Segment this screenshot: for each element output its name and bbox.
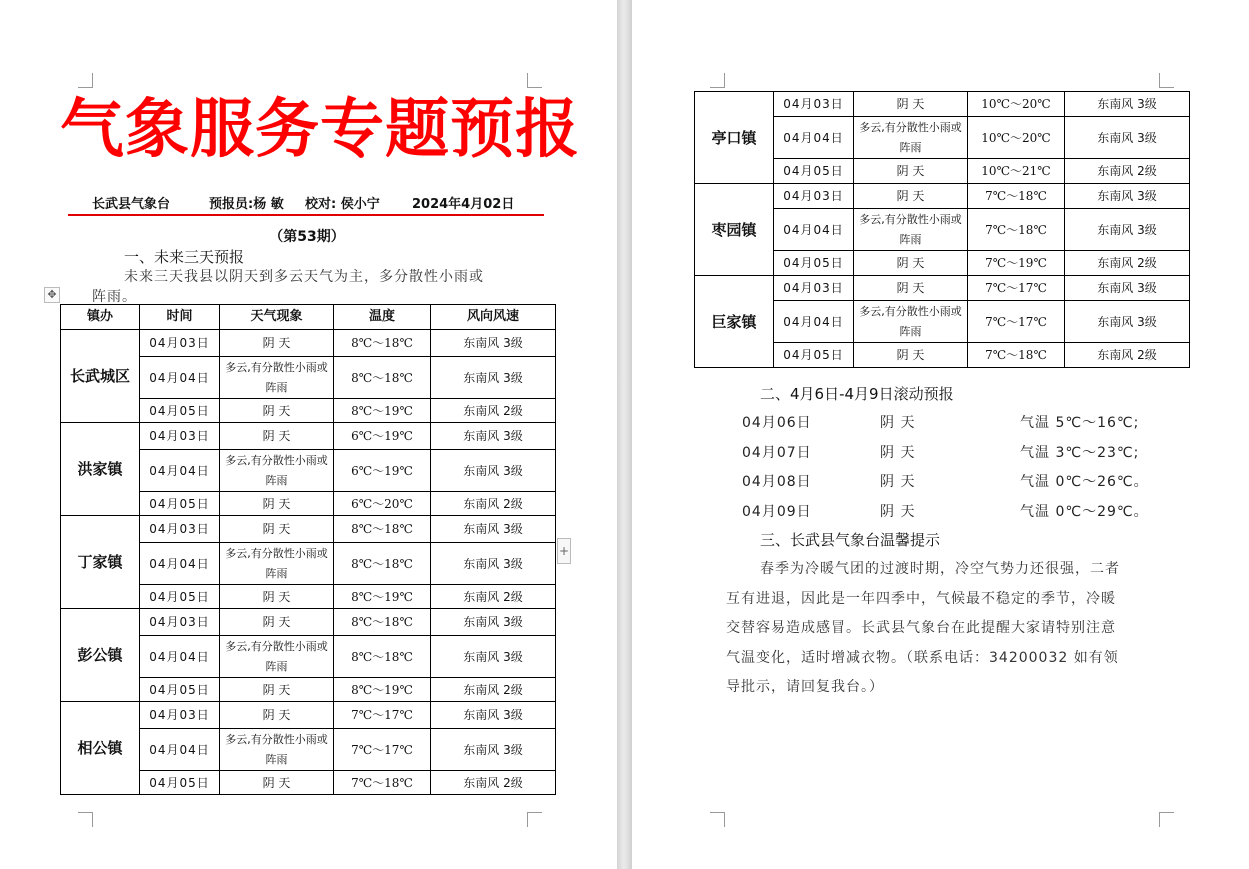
weather-cell: 阴 天 [220,609,334,636]
issue-date: 2024年4月02日 [412,197,515,212]
date-cell: 04月05日 [774,159,854,184]
temperature-cell: 7℃～19℃ [968,251,1065,276]
section2-heading: 二、4月6日-4月9日滚动预报 [760,385,954,403]
wind-cell: 东南风 3级 [431,423,556,450]
crop-mark [1159,812,1174,827]
table-row [695,276,1190,301]
wind-cell: 东南风 3级 [1065,117,1190,159]
move-icon[interactable]: ✥ [44,287,60,303]
temperature-cell: 10℃～21℃ [968,159,1065,184]
tips-line: 互有进退，因此是一年四季中，气候最不稳定的季节，冷暖 [726,590,1116,607]
wind-cell: 东南风 2级 [1065,251,1190,276]
weather-cell: 阴 天 [220,585,334,609]
wind-cell: 东南风 2级 [1065,343,1190,368]
table-row [61,702,556,729]
town-name: 洪家镇 [61,423,140,516]
temperature-cell: 6℃～19℃ [334,423,431,450]
tips-line: 春季为冷暖气团的过渡时期，冷空气势力还很强，二者 [760,561,1120,577]
wind-cell: 东南风 3级 [431,543,556,585]
temperature-cell: 7℃～17℃ [334,729,431,771]
date-cell: 04月03日 [140,423,220,450]
date-cell: 04月03日 [140,516,220,543]
weather-cell: 阴 天 [854,184,968,209]
table-header-cell: 温度 [334,305,431,330]
table-row [61,516,556,543]
red-divider [68,214,544,216]
document-title: 气象服务专题预报 [60,92,580,167]
wind-cell: 东南风 3级 [1065,184,1190,209]
weather-cell: 阴 天 [854,159,968,184]
weather-cell: 多云,有分散性小雨或阵雨 [854,301,968,343]
temperature-cell: 6℃～20℃ [334,492,431,516]
temperature-cell: 8℃～18℃ [334,330,431,357]
date-cell: 04月04日 [774,117,854,159]
date-cell: 04月04日 [140,357,220,399]
tips-line: 交替容易造成感冒。长武县气象台在此提醒大家请特别注意 [726,620,1116,636]
wind-cell: 东南风 3级 [431,357,556,399]
crop-mark [78,73,93,88]
date-cell: 04月04日 [774,301,854,343]
temperature-cell: 7℃～18℃ [968,184,1065,209]
page-gutter [617,0,632,869]
date-cell: 04月04日 [140,543,220,585]
town-name: 枣园镇 [695,184,774,276]
plus-icon[interactable]: + [557,538,571,564]
section1-summary-line1: 未来三天我县以阴天到多云天气为主，多分散性小雨或 [124,269,484,285]
wind-cell: 东南风 2级 [1065,159,1190,184]
temperature-cell: 6℃～19℃ [334,450,431,492]
table-header-cell: 时间 [140,305,220,330]
date-cell: 04月03日 [774,92,854,117]
crop-mark [78,812,93,827]
date-cell: 04月05日 [140,678,220,702]
date-cell: 04月04日 [140,450,220,492]
weather-cell: 阴 天 [854,343,968,368]
date-cell: 04月05日 [140,399,220,423]
weather-cell: 多云,有分散性小雨或阵雨 [220,543,334,585]
town-name: 彭公镇 [61,609,140,702]
date-cell: 04月05日 [774,343,854,368]
table-row [61,609,556,636]
rolling-temp: 气温 0℃～26℃。 [1020,474,1149,490]
town-name: 丁家镇 [61,516,140,609]
temperature-cell: 7℃～17℃ [334,702,431,729]
wind-cell: 东南风 3级 [431,702,556,729]
wind-cell: 东南风 3级 [431,516,556,543]
temperature-cell: 7℃～18℃ [968,343,1065,368]
date-cell: 04月04日 [774,209,854,251]
section1-heading: 一、未来三天预报 [124,248,245,266]
wind-cell: 东南风 2级 [431,771,556,795]
weather-cell: 阴 天 [220,678,334,702]
town-name: 亭口镇 [695,92,774,184]
temperature-cell: 8℃～18℃ [334,516,431,543]
rolling-date: 04月09日 [742,503,812,520]
crop-mark [1159,73,1174,88]
temperature-cell: 7℃～18℃ [968,209,1065,251]
tips-line: 气温变化，适时增减衣物。（联系电话：34200032 如有领 [726,649,1119,666]
weather-cell: 多云,有分散性小雨或阵雨 [220,357,334,399]
proofreader: 校对: 侯小宁 [305,197,380,212]
weather-cell: 阴 天 [220,399,334,423]
wind-cell: 东南风 3级 [431,636,556,678]
temperature-cell: 7℃～17℃ [968,276,1065,301]
crop-mark [527,73,542,88]
forecaster: 预报员:杨 敏 [209,197,284,212]
temperature-cell: 8℃～18℃ [334,357,431,399]
town-name: 相公镇 [61,702,140,795]
temperature-cell: 8℃～19℃ [334,399,431,423]
date-cell: 04月03日 [140,702,220,729]
weather-cell: 阴 天 [854,251,968,276]
wind-cell: 东南风 3级 [431,450,556,492]
weather-cell: 阴 天 [220,492,334,516]
date-cell: 04月03日 [140,330,220,357]
rolling-date: 04月08日 [742,474,812,490]
rolling-temp: 气温 0℃～29℃。 [1020,503,1149,520]
table-header-cell: 风向风速 [431,305,556,330]
section3-heading: 三、长武县气象台温馨提示 [760,531,941,549]
date-cell: 04月03日 [774,276,854,301]
weather-cell: 阴 天 [854,92,968,117]
rolling-temp: 气温 5℃～16℃; [1020,415,1140,431]
temperature-cell: 7℃～18℃ [334,771,431,795]
rolling-date: 04月07日 [742,444,812,461]
weather-cell: 阴 天 [854,276,968,301]
date-cell: 04月03日 [140,609,220,636]
town-name: 巨家镇 [695,276,774,368]
wind-cell: 东南风 2级 [431,399,556,423]
temperature-cell: 8℃～18℃ [334,543,431,585]
temperature-cell: 10℃～20℃ [968,117,1065,159]
weather-cell: 多云,有分散性小雨或阵雨 [220,636,334,678]
wind-cell: 东南风 3级 [431,729,556,771]
date-cell: 04月05日 [140,771,220,795]
table-row [695,92,1190,117]
temperature-cell: 10℃～20℃ [968,92,1065,117]
page-left [0,0,617,869]
date-cell: 04月03日 [774,184,854,209]
table-header-row [61,305,556,330]
wind-cell: 东南风 2级 [431,678,556,702]
town-name: 长武城区 [61,330,140,423]
date-cell: 04月05日 [140,585,220,609]
crop-mark [710,812,725,827]
table-row [61,330,556,357]
wind-cell: 东南风 3级 [1065,209,1190,251]
weather-cell: 多云,有分散性小雨或阵雨 [854,209,968,251]
weather-cell: 多云,有分散性小雨或阵雨 [854,117,968,159]
table-header-cell: 天气现象 [220,305,334,330]
wind-cell: 东南风 3级 [1065,276,1190,301]
weather-cell: 阴 天 [220,771,334,795]
date-cell: 04月04日 [140,636,220,678]
temperature-cell: 7℃～17℃ [968,301,1065,343]
issue-number: （第53期） [269,229,345,245]
weather-cell: 多云,有分散性小雨或阵雨 [220,450,334,492]
date-cell: 04月05日 [774,251,854,276]
weather-cell: 阴 天 [220,330,334,357]
rolling-weather: 阴 天 [880,503,916,520]
wind-cell: 东南风 2级 [431,492,556,516]
wind-cell: 东南风 3级 [431,609,556,636]
crop-mark [527,812,542,827]
table-header-cell: 镇办 [61,305,140,330]
weather-cell: 阴 天 [220,702,334,729]
forecast-table-left [60,304,556,795]
rolling-weather: 阴 天 [880,444,916,461]
rolling-date: 04月06日 [742,415,812,431]
wind-cell: 东南风 3级 [1065,301,1190,343]
tips-line: 导批示，请回复我台。） [726,679,884,695]
wind-cell: 东南风 3级 [431,330,556,357]
temperature-cell: 8℃～18℃ [334,609,431,636]
weather-cell: 多云,有分散性小雨或阵雨 [220,729,334,771]
forecast-table-right [694,91,1190,368]
table-row [61,423,556,450]
crop-mark [710,73,725,88]
weather-cell: 阴 天 [220,516,334,543]
temperature-cell: 8℃～18℃ [334,636,431,678]
issuer: 长武县气象台 [92,197,171,212]
wind-cell: 东南风 3级 [1065,92,1190,117]
date-cell: 04月04日 [140,729,220,771]
rolling-temp: 气温 3℃～23℃; [1020,444,1140,461]
section1-summary-line2: 阵雨。 [92,289,137,305]
issuer-line [68,196,544,214]
wind-cell: 东南风 2级 [431,585,556,609]
temperature-cell: 8℃～19℃ [334,585,431,609]
rolling-weather: 阴 天 [880,415,916,431]
rolling-weather: 阴 天 [880,474,916,490]
table-row [695,184,1190,209]
temperature-cell: 8℃～19℃ [334,678,431,702]
date-cell: 04月05日 [140,492,220,516]
weather-cell: 阴 天 [220,423,334,450]
